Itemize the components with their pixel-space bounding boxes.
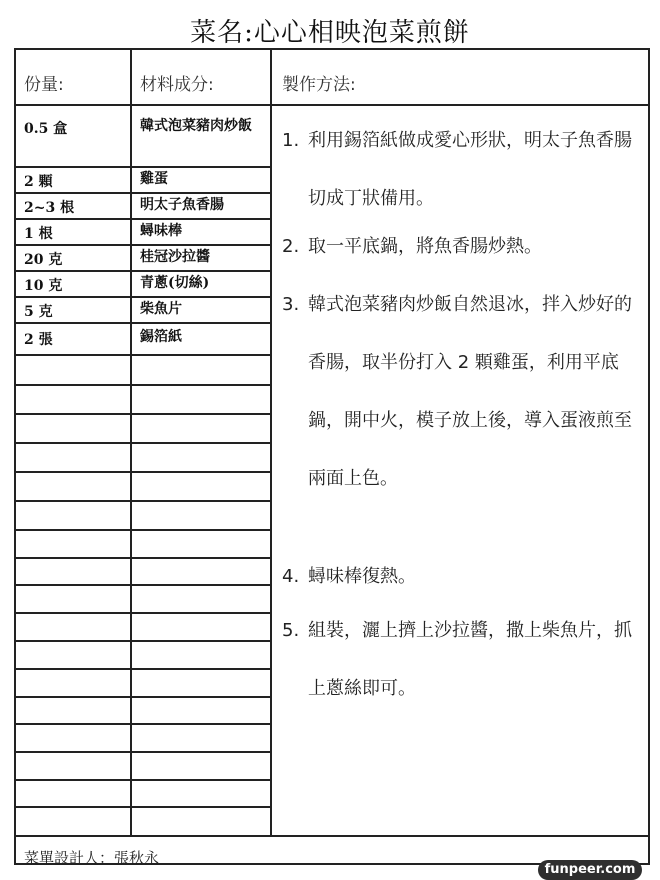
step-text: 韓式泡菜豬肉炒飯自然退冰，拌入炒好的香腸，取半份打入 2 顆雞蛋，利用平底鍋，開中火，模子放上後，導入蛋液煎至兩面上色。: [308, 294, 632, 489]
ingredients-header: 材料成分:: [140, 75, 214, 95]
row-line: [14, 668, 272, 670]
watermark-logo: funpeer.com: [538, 860, 642, 880]
row-line: [14, 471, 272, 473]
quantity-header: 份量:: [24, 75, 64, 95]
row-line: [14, 354, 272, 356]
ingredient-quantity: 2 張: [24, 332, 53, 348]
step-number: 2.: [282, 236, 300, 257]
row-line: [14, 696, 272, 698]
recipe-title: 菜名:心心相映泡菜煎餅: [190, 18, 470, 48]
ingredient-name: 錫箔紙: [140, 329, 182, 345]
row-line: [14, 612, 272, 614]
ingredient-quantity: 5 克: [24, 304, 53, 320]
ingredient-name: 青蔥(切絲): [140, 275, 210, 291]
row-line: [14, 218, 272, 220]
ingredient-quantity: 10 克: [24, 278, 63, 294]
step-text: 蟳味棒復熱。: [308, 566, 416, 587]
row-line: [14, 244, 272, 246]
step-number: 1.: [282, 130, 300, 151]
ingredient-name: 蟳味棒: [140, 223, 182, 239]
ingredient-name: 明太子魚香腸: [140, 197, 224, 213]
ingredient-quantity: 0.5 盒: [24, 121, 68, 137]
ingredient-name: 韓式泡菜豬肉炒飯: [140, 118, 252, 134]
ingredient-quantity: 2~3 根: [24, 200, 75, 216]
row-line: [14, 500, 272, 502]
row-line: [14, 751, 272, 753]
ingredient-name: 柴魚片: [140, 301, 182, 317]
footer-divider: [14, 835, 650, 837]
step-number: 4.: [282, 566, 300, 587]
row-line: [14, 640, 272, 642]
ingredient-quantity: 1 根: [24, 226, 53, 242]
menu-designer: 菜單設計人：張秋永: [24, 849, 160, 867]
step-number: 5.: [282, 620, 300, 641]
ingredient-quantity: 2 顆: [24, 174, 53, 190]
row-line: [14, 779, 272, 781]
row-line: [14, 806, 272, 808]
ingredient-name: 雞蛋: [140, 171, 168, 187]
step-text: 利用錫箔紙做成愛心形狀，明太子魚香腸切成丁狀備用。: [308, 130, 632, 209]
row-line: [14, 557, 272, 559]
row-line: [14, 584, 272, 586]
step-number: 3.: [282, 294, 300, 315]
row-line: [14, 270, 272, 272]
row-line: [14, 529, 272, 531]
ingredient-name: 桂冠沙拉醬: [140, 249, 210, 265]
header-divider: [14, 104, 650, 106]
row-line: [14, 442, 272, 444]
row-line: [14, 723, 272, 725]
row-line: [14, 192, 272, 194]
row-line: [14, 296, 272, 298]
step-text: 取一平底鍋，將魚香腸炒熱。: [308, 236, 542, 257]
row-line: [14, 413, 272, 415]
row-line: [14, 384, 272, 386]
row-line: [14, 322, 272, 324]
ingredient-quantity: 20 克: [24, 252, 63, 268]
row-line: [14, 166, 272, 168]
method-header: 製作方法:: [282, 75, 356, 95]
step-text: 組裝，灑上擠上沙拉醬，撒上柴魚片，抓上蔥絲即可。: [308, 620, 632, 699]
